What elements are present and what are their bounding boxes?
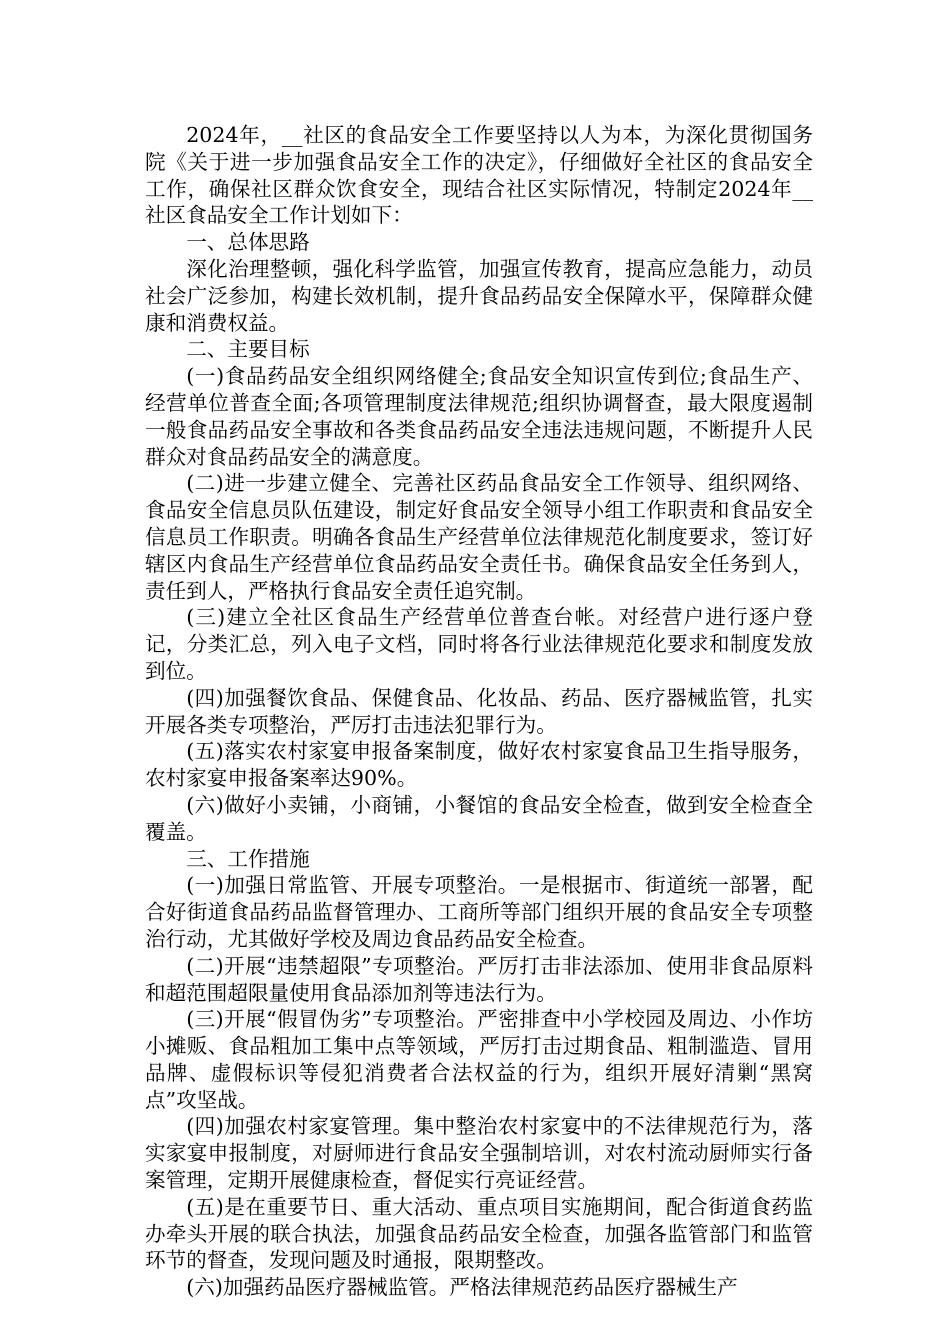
section-heading-main-goals: 二、主要目标 [186, 337, 310, 362]
measure-item-4: (四)加强农村家宴管理。集中整治农村家宴中的不法律规范行为，落实家宴申报制度，对厨师进行食品安全强制培训，对农村流动厨师实行备案管理，定期开展健康检查，督促实行亮证经营。 [145, 1114, 813, 1193]
goal-item-6: (六)做好小卖铺，小商铺，小餐馆的食品安全检查，做到安全检查全覆盖。 [145, 792, 813, 844]
goal-item-1: (一)食品药品安全组织网络健全;食品安全知识宣传到位;食品生产、经营单位普查全面;各项管理制度法律规范;组织协调督查，最大限度遏制一般食品药品安全事故和各类食品药品安全违法违规问题，不断提升人民群众对食品药品安全的满意度。 [145, 364, 813, 469]
measure-item-2: (二)开展“违禁超限”专项整治。严厉打击非法添加、使用非食品原料和超范围超限量使用食品添加剂等违法行为。 [145, 953, 813, 1005]
goal-item-4: (四)加强餐饮食品、保健食品、化妆品、药品、医疗器械监管，扎实开展各类专项整治，严厉打击违法犯罪行为。 [145, 685, 813, 737]
goal-item-2: (二)进一步建立健全、完善社区药品食品安全工作领导、组织网络、食品安全信息员队伍建设，制定好食品安全领导小组工作职责和食品安全信息员工作职责。明确各食品生产经营单位法律规范化制度要求，签订好辖区内食品生产经营单位食品药品安全责任书。确保食品安全任务到人，责任到人，严格执行食品安全责任追究制。 [145, 471, 813, 603]
section-heading-work-measures: 三、工作措施 [186, 846, 310, 871]
goal-item-5: (五)落实农村家宴申报备案制度，做好农村家宴食品卫生指导服务，农村家宴申报备案率达90%。 [145, 739, 813, 791]
measure-item-3: (三)开展“假冒伪劣”专项整治。严密排查中小学校园及周边、小作坊小摊贩、食品粗加工集中点等领域，严厉打击过期食品、粗制滥造、冒用品牌、虚假标识等侵犯消费者合法权益的行为，组织开展好清剿“黑窝点”攻坚战。 [145, 1007, 813, 1112]
intro-paragraph: 2024年，__社区的食品安全工作要坚持以人为本，为深化贯彻国务院《关于进一步加强食品安全工作的决定》，仔细做好全社区的食品安全工作，确保社区群众饮食安全，现结合社区实际情况，特制定2024年__社区食品安全工作计划如下： [145, 123, 813, 228]
measure-item-1: (一)加强日常监管、开展专项整治。一是根据市、街道统一部署，配合好街道食品药品监督管理办、工商所等部门组织开展的食品安全专项整治行动，尤其做好学校及周边食品药品安全检查。 [145, 873, 813, 951]
measure-item-5: (五)是在重要节日、重大活动、重点项目实施期间，配合街道食药监办牵头开展的联合执法，加强食品药品安全检查，加强各监管部门和监管环节的督查，发现问题及时通报，限期整改。 [145, 1194, 813, 1273]
measure-item-6: (六)加强药品医疗器械监管。严格法律规范药品医疗器械生产 [186, 1275, 738, 1300]
section-heading-overall-approach: 一、总体思路 [186, 230, 310, 255]
document-page [145, 122, 813, 1301]
goal-item-3: (三)建立全社区食品生产经营单位普查台帐。对经营户进行逐户登记，分类汇总，列入电子文档，同时将各行业法律规范化要求和制度发放到位。 [145, 605, 813, 683]
overall-approach-paragraph: 深化治理整顿，强化科学监管，加强宣传教育，提高应急能力，动员社会广泛参加，构建长效机制，提升食品药品安全保障水平，保障群众健康和消费权益。 [145, 256, 813, 335]
